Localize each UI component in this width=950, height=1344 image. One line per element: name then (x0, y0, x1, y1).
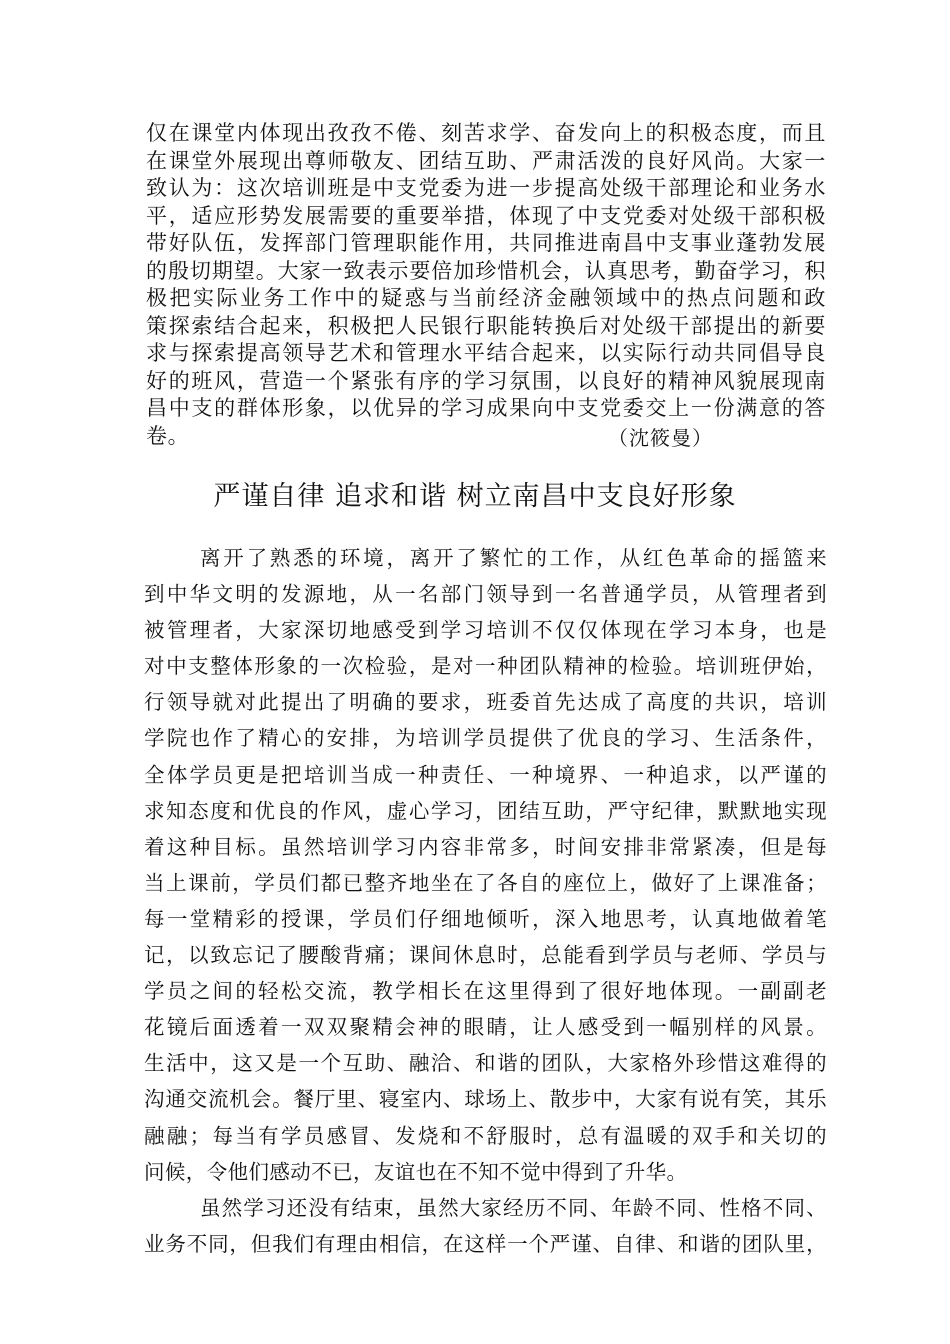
article-body (144, 540, 827, 1262)
text-line: 着这种目标。虽然培训学习内容非常多，时间安排非常紧凑，但是每 (144, 834, 827, 859)
text-line: 极把实际业务工作中的疑惑与当前经济金融领域中的热点问题和政 (146, 286, 826, 310)
text-line: 沟通交流机会。餐厅里、寝室内、球场上、散步中，大家有说有笑，其乐 (144, 1087, 827, 1112)
text-line: 业务不同，但我们有理由相信，在这样一个严谨、自律、和谐的团队里， (144, 1231, 827, 1256)
text-line: 学院也作了精心的安排，为培训学员提供了优良的学习、生活条件， (144, 726, 827, 751)
text-line: 生活中，这又是一个互助、融洽、和谐的团队，大家格外珍惜这难得的 (144, 1051, 827, 1076)
text-line: 平，适应形势发展需要的重要举措，体现了中支党委对处级干部积极 (146, 203, 826, 228)
text-line: 虽然学习还没有结束，虽然大家经历不同、年龄不同、性格不同、 (200, 1195, 827, 1220)
text-line: 到中华文明的发源地，从一名部门领导到一名普通学员，从管理者到 (144, 582, 827, 607)
text-line: 对中支整体形象的一次检验，是对一种团队精神的检验。培训班伊始， (144, 654, 827, 679)
text-line: 记，以致忘记了腰酸背痛；课间休息时，总能看到学员与老师、学员与 (144, 943, 827, 968)
text-line: 被管理者，大家深切地感受到学习培训不仅仅体现在学习本身，也是 (144, 618, 827, 643)
text-line: 求知态度和优良的作风，虚心学习，团结互助，严守纪律，默默地实现 (144, 798, 827, 823)
text-line: 策探索结合起来，积极把人民银行职能转换后对处级干部提出的新要 (146, 313, 826, 338)
text-line: 昌中支的群体形象，以优异的学习成果向中支党委交上一份满意的答 (146, 396, 826, 420)
text-line: 每一堂精彩的授课，学员们仔细地倾听，深入地思考，认真地做着笔 (144, 906, 827, 931)
text-line: 花镜后面透着一双双聚精会神的眼睛，让人感受到一幅别样的风景。 (144, 1015, 827, 1040)
text-line: 融融；每当有学员感冒、发烧和不舒服时，总有温暖的双手和关切的 (144, 1123, 827, 1148)
text-line: 学员之间的轻松交流，教学相长在这里得到了很好地体现。一副副老 (144, 979, 827, 1004)
text-line: 在课堂外展现出尊师敬友、团结互助、严肃活泼的良好风尚。大家一 (146, 148, 826, 173)
text-line: 离开了熟悉的环境，离开了繁忙的工作，从红色革命的摇篮来 (200, 546, 827, 570)
text-line: 好的班风，营造一个紧张有序的学习氛围，以良好的精神风貌展现南 (146, 368, 826, 393)
text-line: 带好队伍，发挥部门管理职能作用，共同推进南昌中支事业蓬勃发展 (146, 231, 826, 255)
paragraph-continued (146, 120, 826, 450)
author-signature: （沈筱曼） (608, 426, 713, 450)
text-line: 问候，令他们感动不已，友谊也在不知不觉中得到了升华。 (144, 1159, 688, 1184)
text-line: 仅在课堂内体现出孜孜不倦、刻苦求学、奋发向上的积极态度，而且 (146, 121, 826, 145)
text-line: 的殷切期望。大家一致表示要倍加珍惜机会，认真思考，勤奋学习，积 (146, 258, 826, 283)
text-line: 全体学员更是把培训当成一种责任、一种境界、一种追求，以严谨的 (144, 762, 827, 787)
text-line: 行领导就对此提出了明确的要求，班委首先达成了高度的共识，培训 (144, 690, 827, 715)
text-line: 致认为：这次培训班是中支党委为进一步提高处级干部理论和业务水 (146, 176, 826, 200)
text-line: 求与探索提高领导艺术和管理水平结合起来，以实际行动共同倡导良 (146, 341, 826, 365)
text-line: 当上课前，学员们都已整齐地坐在了各自的座位上，做好了上课准备； (144, 870, 827, 895)
text-line: 卷。 (146, 423, 190, 448)
article-title: 严谨自律 追求和谐 树立南昌中支良好形象 (213, 481, 737, 512)
